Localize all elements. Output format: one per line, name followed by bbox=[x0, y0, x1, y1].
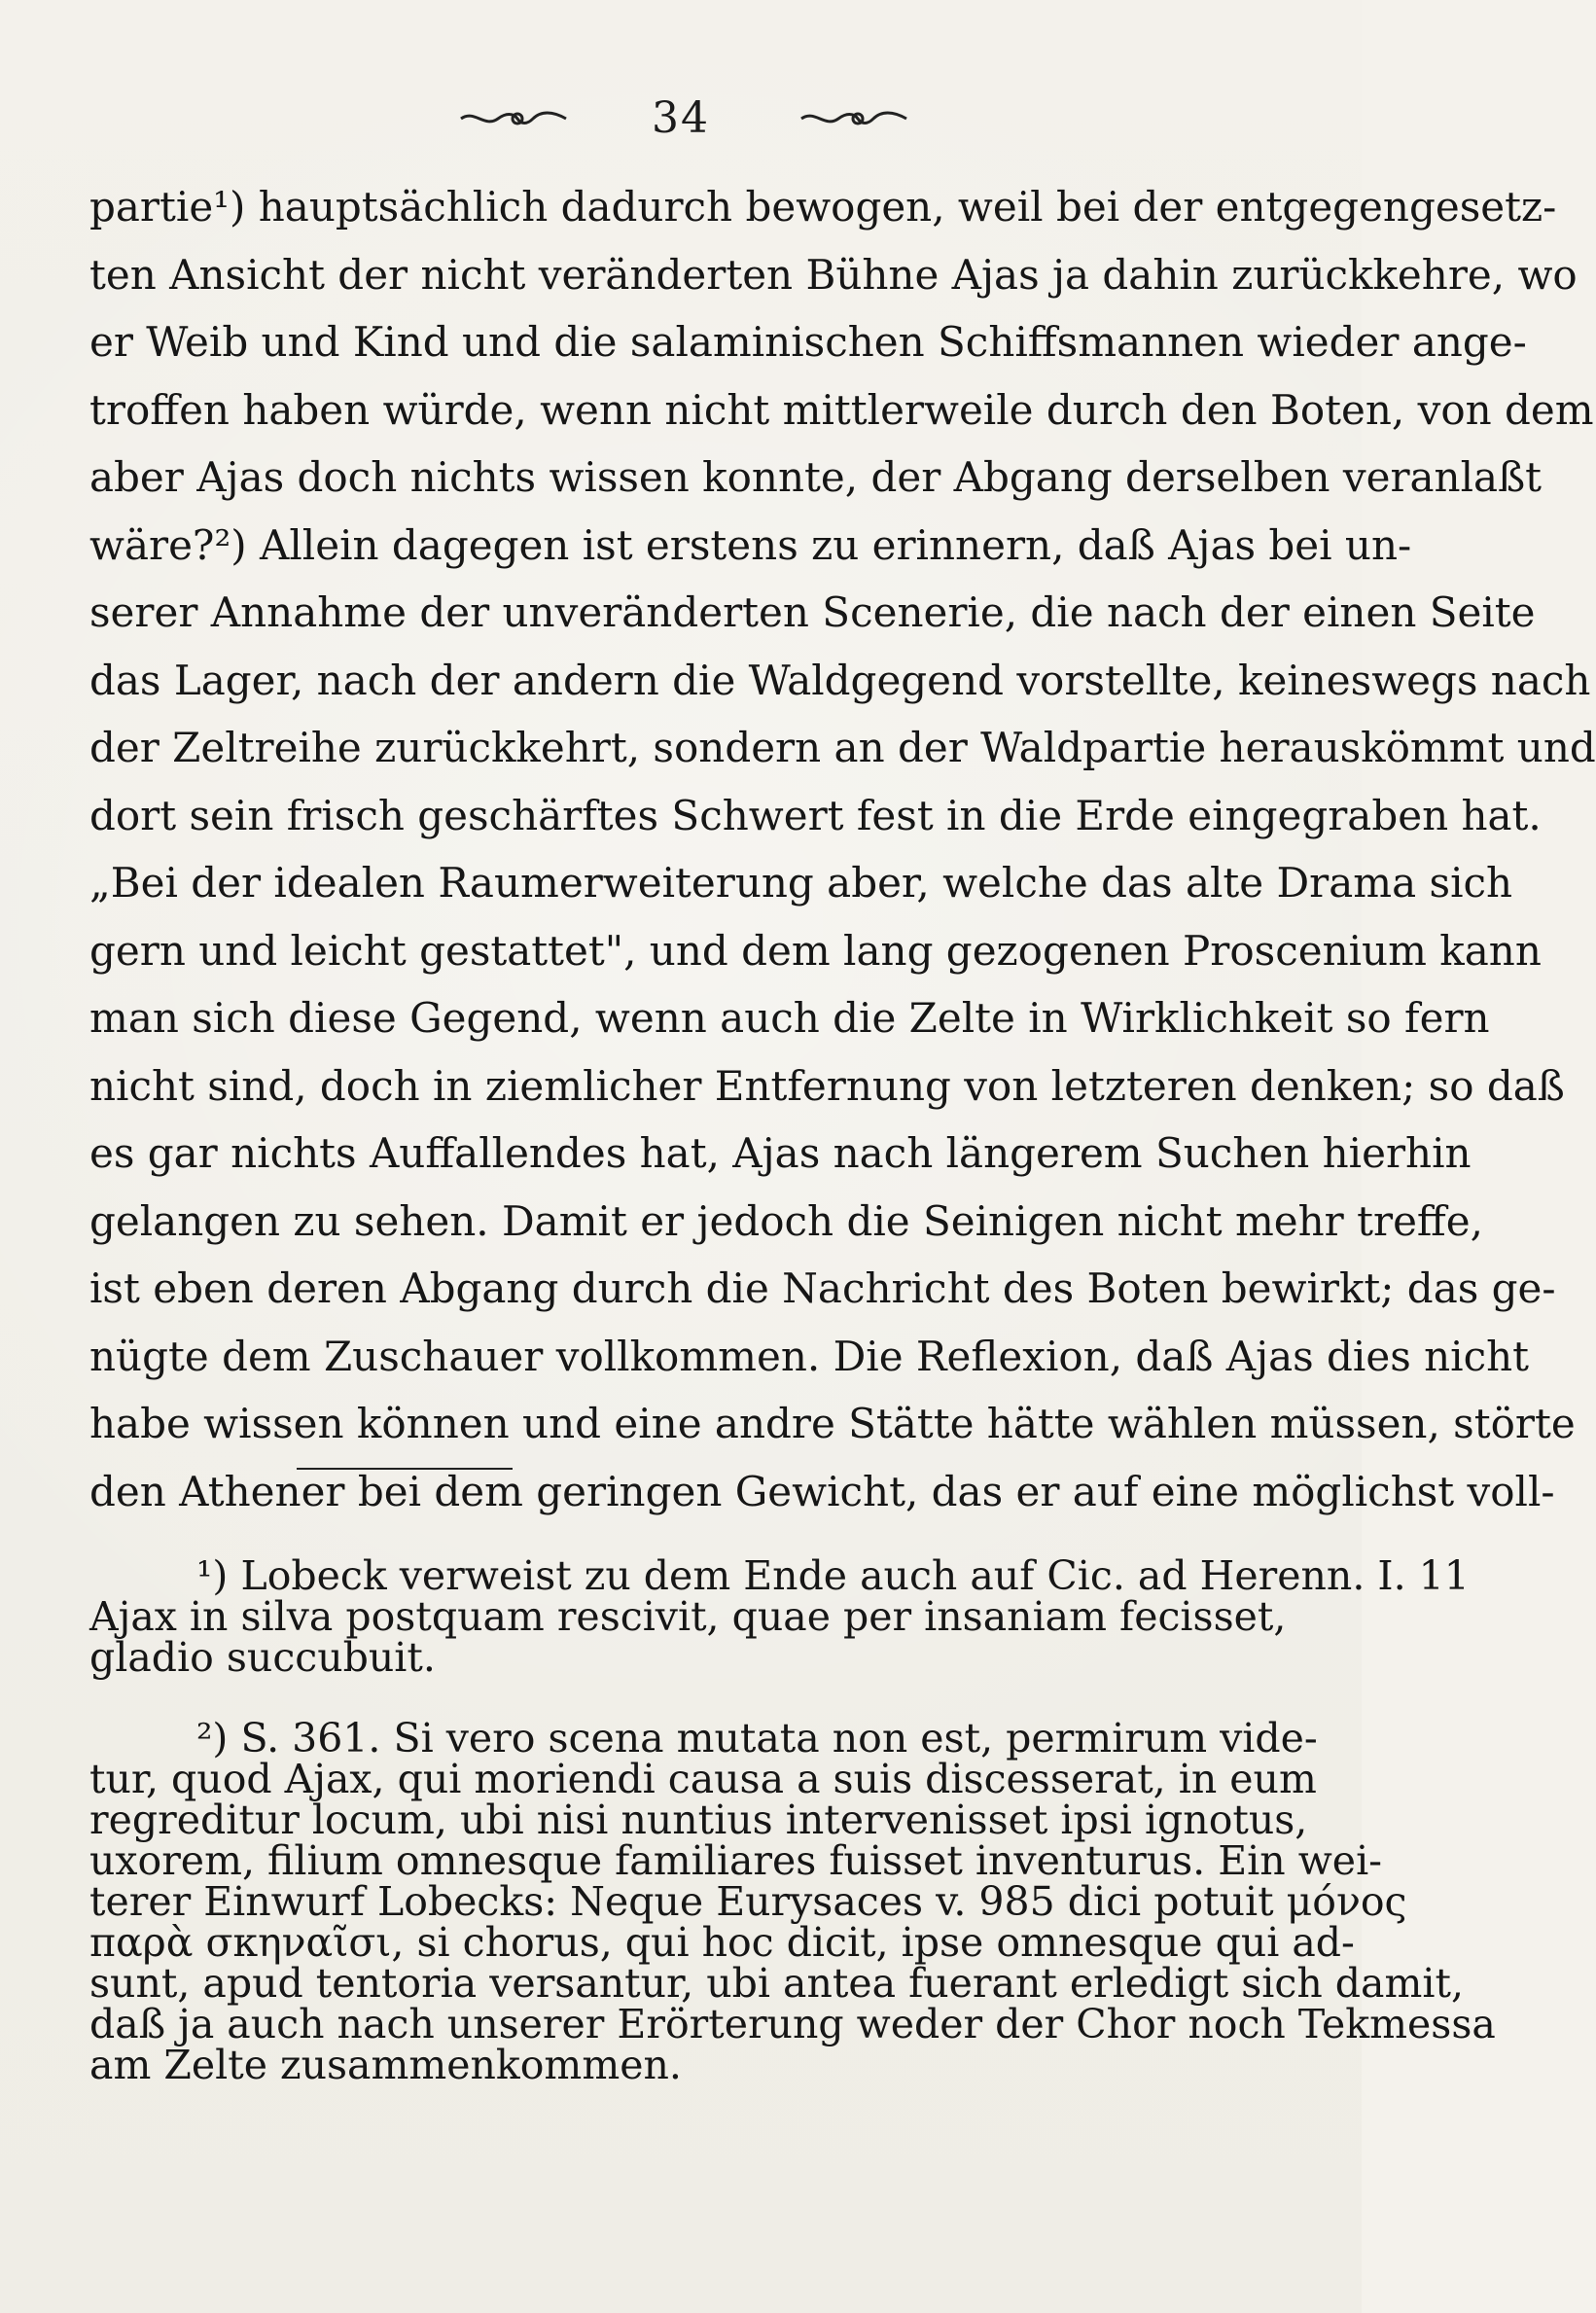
text-line: serer Annahme der unveränderten Scenerie, die nach der einen Seite bbox=[89, 588, 1536, 636]
footnote-line: am Zelte zusammenkommen. bbox=[89, 2042, 682, 2088]
page-header bbox=[0, 89, 1362, 148]
text-line: der Zeltreihe zurückkehrt, sondern an der Waldpartie herauskömmt und bbox=[89, 724, 1596, 771]
text-line: er Weib und Kind und die salaminischen Schiffsmannen wieder ange- bbox=[89, 318, 1527, 366]
footnote-line: daß ja auch nach unserer Erörterung weder der Chor noch Tekmessa bbox=[89, 2001, 1496, 2047]
main-text bbox=[89, 173, 1596, 1515]
text-line: habe wissen können und eine andre Stätte hätte wählen müssen, störte bbox=[89, 1400, 1576, 1447]
text-line: den Athener bei dem geringen Gewicht, das er auf eine möglichst voll- bbox=[89, 1467, 1555, 1515]
footnote-line: sunt, apud tentoria versantur, ubi antea fuerant erledigt sich damit, bbox=[89, 1960, 1464, 2007]
text-line: das Lager, nach der andern die Waldgegend vorstellte, keineswegs nach bbox=[89, 656, 1591, 704]
text-line: gern und leicht gestattet", und dem lang gezogenen Proscenium kann bbox=[89, 926, 1542, 975]
footnote-line: uxorem, filium omnesque familiares fuisset inventurus. Ein wei- bbox=[89, 1837, 1383, 1884]
text-line: partie¹) hauptsächlich dadurch bewogen, weil bei der entgegengesetz- bbox=[89, 183, 1557, 231]
footnote-1 bbox=[89, 1552, 1470, 1681]
footnote-line: gladio succubuit. bbox=[89, 1634, 436, 1681]
footnote-2 bbox=[89, 1715, 1496, 2088]
page-number: 34 bbox=[652, 93, 710, 143]
footnote-line: terer Einwurf Lobecks: Neque Eurysaces v. 985 dici potuit μόνος bbox=[89, 1878, 1407, 1925]
footnote-line: παρὰ σκηναῖσι, si chorus, qui hoc dicit, ipse omnesque qui ad- bbox=[89, 1919, 1355, 1966]
text-line: wäre?²) Allein dagegen ist erstens zu erinnern, daß Ajas bei un- bbox=[89, 520, 1412, 569]
footnote-divider bbox=[297, 1468, 513, 1470]
text-line: nügte dem Zuschauer vollkommen. Die Reflexion, daß Ajas dies nicht bbox=[89, 1332, 1530, 1380]
footnote-line: tur, quod Ajax, qui moriendi causa a suis discesserat, in eum bbox=[89, 1756, 1317, 1802]
footnote-line: regreditur locum, ubi nisi nuntius intervenisset ipsi ignotus, bbox=[89, 1797, 1308, 1843]
text-line: es gar nichts Auffallendes hat, Ajas nach längerem Suchen hierhin bbox=[89, 1129, 1472, 1177]
header-ornament-left-icon bbox=[457, 105, 574, 132]
text-line: nicht sind, doch in ziemlicher Entfernung von letzteren denken; so daß bbox=[89, 1061, 1565, 1110]
footnote-line: ²) S. 361. Si vero scena mutata non est, permirum vide- bbox=[196, 1715, 1318, 1761]
header-ornament-right-icon bbox=[798, 105, 914, 132]
footnotes bbox=[89, 1552, 1496, 2088]
text-line: gelangen zu sehen. Damit er jedoch die Seinigen nicht mehr treffe, bbox=[89, 1196, 1483, 1245]
text-line: „Bei der idealen Raumerweiterung aber, welche das alte Drama sich bbox=[89, 859, 1513, 907]
text-line: troffen haben würde, wenn nicht mittlerweile durch den Boten, von dem bbox=[89, 385, 1594, 434]
text-line: ist eben deren Abgang durch die Nachricht des Boten bewirkt; das ge- bbox=[89, 1264, 1556, 1312]
footnote-line: ¹) Lobeck verweist zu dem Ende auch auf Cic. ad Herenn. I. 11 bbox=[196, 1552, 1470, 1599]
text-line: ten Ansicht der nicht veränderten Bühne Ajas ja dahin zurückkehre, wo bbox=[89, 250, 1578, 299]
text-line: aber Ajas doch nichts wissen konnte, der Abgang derselben veranlaßt bbox=[89, 453, 1543, 501]
text-line: dort sein frisch geschärftes Schwert fest in die Erde eingegraben hat. bbox=[89, 791, 1542, 839]
text-line: man sich diese Gegend, wenn auch die Zelte in Wirklichkeit so fern bbox=[89, 994, 1490, 1042]
footnote-line: Ajax in silva postquam rescivit, quae per insaniam fecisset, bbox=[89, 1593, 1287, 1640]
